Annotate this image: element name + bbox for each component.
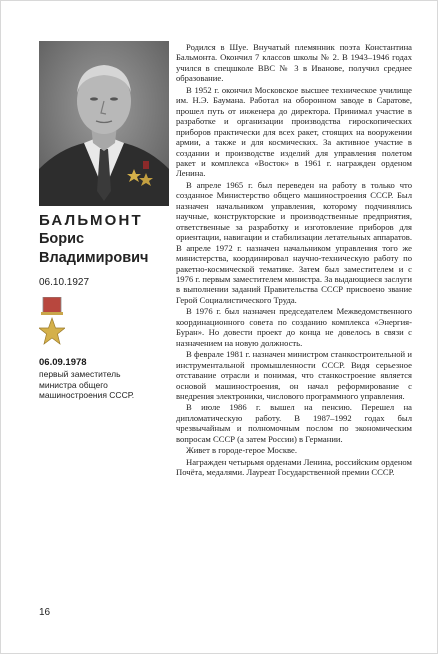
person-surname: БАЛЬМОНТ (39, 212, 143, 229)
award-date: 06.09.1978 (39, 357, 87, 368)
portrait-photo (39, 41, 169, 206)
hero-of-labor-medal-icon (39, 297, 65, 353)
birth-date: 06.10.1927 (39, 277, 90, 288)
page-number: 16 (39, 607, 51, 618)
bio-paragraph: В июле 1986 г. вышел на пенсию. Перешел на дипломатическую работу. В 1987–1992 годах был чрезвычайным и полномочным послом по экономическим вопросам СССР (а затем России) в Германии. (176, 402, 412, 444)
award-position: первый заместитель министра общего машиностроения СССР. (39, 369, 135, 400)
person-given-names (39, 230, 148, 268)
bio-paragraph: Награжден четырьмя орденами Ленина, российским орденом Почёта, медалями. Лауреат Государственной премии СССР. (176, 456, 412, 478)
bio-paragraph: В 1976 г. был назначен председателем Межведомственного координационного совета по созданию комплекса «Энергия-Буран». Но довести проект до конца не довелось в связи с назначением на новую должность. (176, 306, 412, 348)
bio-paragraph: В 1952 г. окончил Московское высшее техническое училище им. Н.Э. Баумана. Работал на оборонном заводе в Саратове, прошел путь от инженера до директора. Принимал участие в разработке и организации производства гироскопических приборов практически для всех ракет, стоящих на вооружении армии, а также и для космических. За активное участие в создании и производстве изделий для управления полетом ракет и комплекса «Восток» в 1961 г. награжден орденом Ленина. (176, 84, 412, 179)
person-first-name: Борис (39, 231, 85, 247)
portrait-illustration (39, 41, 169, 206)
bio-paragraph: Родился в Шуе. Внучатый племянник поэта Константина Бальмонта. Окончил 7 классов школы № 2. В 1943–1946 годах учился в спецшколе ВВС № 3 в Иванове, получил среднее образование. (176, 42, 412, 84)
biography-text (176, 42, 412, 479)
person-patronymic: Владимирович (39, 250, 149, 266)
bio-paragraph: В феврале 1981 г. назначен министром станкостроительной и инструментальной промышленности СССР. Видя серьезное отставание отрасли и понимая, что станкостроение является основой машиностроения, он начал реформирование с внедрения электроники, числового программного управления. (176, 349, 412, 401)
bio-paragraph: В апреле 1965 г. был переведен на работу в только что созданное Министерство общего машиностроения СССР. Был назначен начальником управления, которому подчинялись научные, конструкторские и производственные предприятия, ответственные за разработку и изготовление приборов для ориентации, навигации и стабилизации летательных аппаратов. В апреле 1972 г. назначен начальником управления того же министерства, координировал научно-техническую работу по ракетно-космической тематике. Затем был заместителем и с 1976 г. первым заместителем министра. За выдающиеся заслуги в выполнении заданий Правительства СССР присвоено звание Герой Социалистического Труда. (176, 179, 412, 305)
bio-paragraph: Живет в городе-герое Москве. (186, 445, 298, 456)
